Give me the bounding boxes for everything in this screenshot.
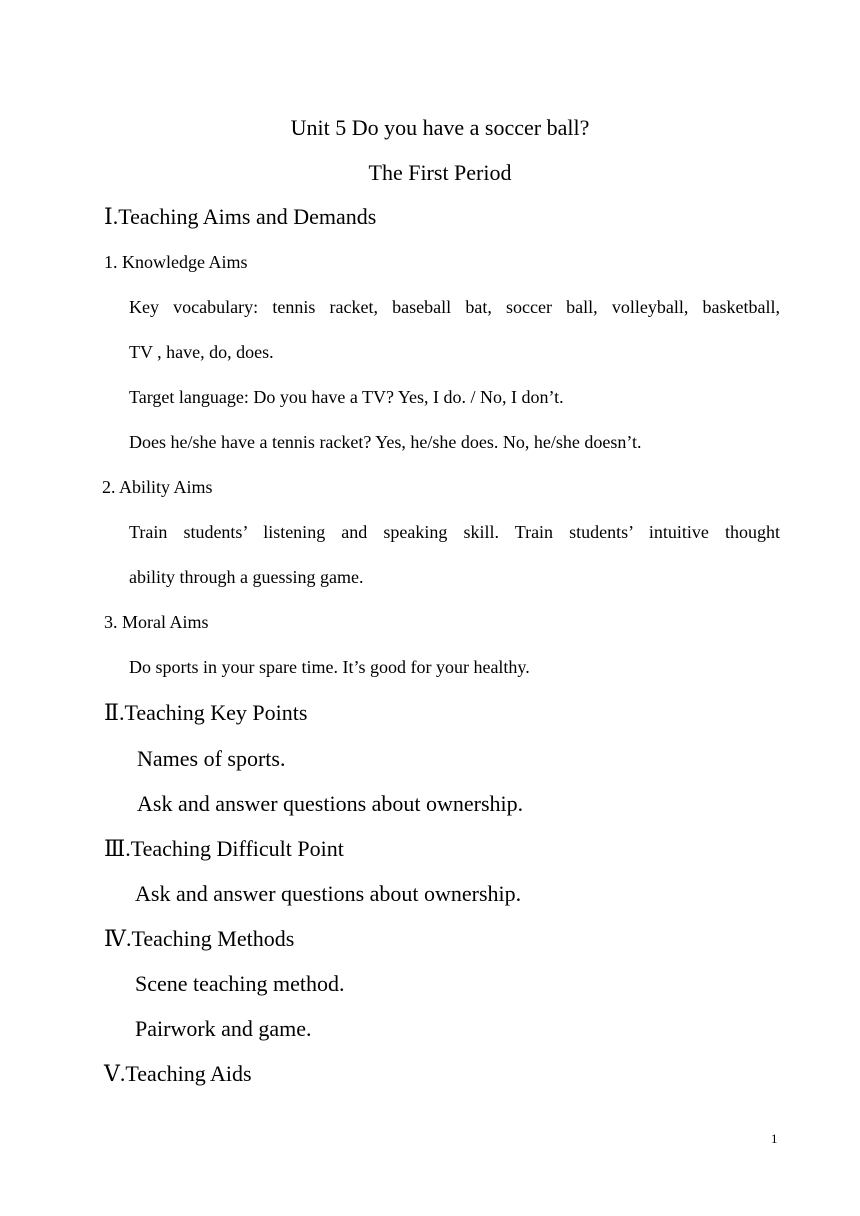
method-item: Pairwork and game. bbox=[135, 1016, 312, 1041]
subheading-ability-aims: 2. Ability Aims bbox=[102, 477, 213, 497]
section-heading-key-points: Ⅱ.Teaching Key Points bbox=[104, 700, 308, 725]
document-title: Unit 5 Do you have a soccer ball? bbox=[290, 115, 590, 140]
knowledge-vocab-line2: TV , have, do, does. bbox=[129, 342, 274, 362]
key-point-item: Names of sports. bbox=[137, 746, 286, 771]
ability-line2: ability through a guessing game. bbox=[129, 567, 364, 587]
method-item: Scene teaching method. bbox=[135, 971, 345, 996]
section-heading-difficult-point: Ⅲ.Teaching Difficult Point bbox=[104, 836, 344, 861]
section-heading-aids: Ⅴ.Teaching Aids bbox=[104, 1061, 252, 1086]
knowledge-example-line: Does he/she have a tennis racket? Yes, he/she does. No, he/she doesn’t. bbox=[129, 432, 642, 452]
subheading-moral-aims: 3. Moral Aims bbox=[104, 612, 209, 632]
section-heading-methods: Ⅳ.Teaching Methods bbox=[104, 926, 295, 951]
difficult-point-item: Ask and answer questions about ownership. bbox=[135, 881, 522, 906]
key-point-item: Ask and answer questions about ownership. bbox=[137, 791, 524, 816]
document-subtitle: The First Period bbox=[368, 160, 512, 185]
page-number: 1 bbox=[771, 1131, 778, 1146]
subheading-knowledge-aims: 1. Knowledge Aims bbox=[104, 252, 248, 272]
knowledge-vocab-line1: Key vocabulary: tennis racket, baseball bat, soccer ball, volleyball, basketball, bbox=[129, 297, 780, 317]
knowledge-target-language: Target language: Do you have a TV? Yes, I do. / No, I don’t. bbox=[129, 387, 564, 407]
ability-line1: Train students’ listening and speaking skill. Train students’ intuitive thought bbox=[129, 522, 780, 542]
moral-line1: Do sports in your spare time. It’s good for your healthy. bbox=[129, 657, 530, 677]
section-heading-aims: Ⅰ.Teaching Aims and Demands bbox=[104, 204, 377, 229]
